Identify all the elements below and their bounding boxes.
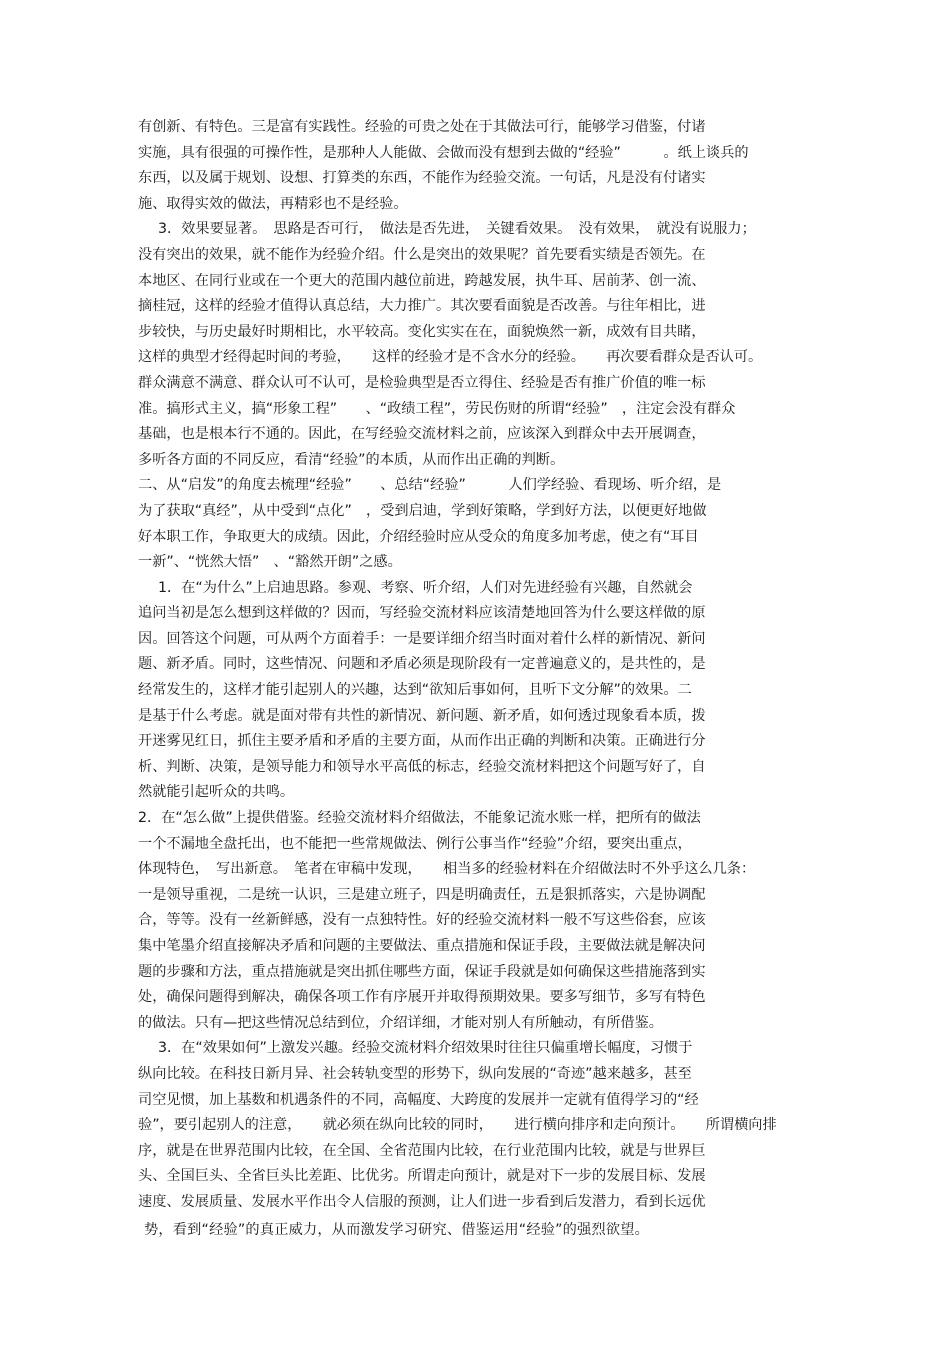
text-line: 有创新、有特色。三是富有实践性。经验的可贵之处在于其做法可行，能够学习借鉴，付诸 — [138, 119, 706, 135]
text-line: 摘桂冠，这样的经验才值得认真总结，大力推广。其次要看面貌是否改善。与往年相比，进 — [138, 298, 706, 315]
text-line: 合，等等。没有一丝新鲜感，没有一点独特性。好的经验交流材料一般不写这些俗套，应该 — [138, 912, 706, 929]
text-line: 因。回答这个问题，可从两个方面着手：一是要详细介绍当时面对着什么样的新情况、新问 — [138, 630, 706, 647]
text-line: 析、判断、决策，是领导能力和领导水平高低的标志，经验交流材料把这个问题写好了，自 — [138, 758, 706, 775]
text-line: 追问当初是怎么想到这样做的？因而，写经验交流材料应该清楚地回答为什么要这样做的原 — [138, 605, 706, 622]
text-line: 1．在“为什么”上启迪思路。参观、考察、听介绍，人们对先进经验有兴趣，自然就会 — [158, 579, 693, 596]
text-line: 东西，以及属于规划、设想、打算类的东西，不能作为经验交流。一句话，凡是没有付诸实 — [138, 170, 706, 187]
text-line: 没有突出的效果，就不能作为经验介绍。什么是突出的效果呢？首先要看实绩是否领先。在 — [138, 246, 706, 263]
text-line: 题、新矛盾。同时，这些情况、问题和矛盾必须是现阶段有一定普遍意义的，是共性的，是 — [138, 656, 706, 673]
text-line: 2．在“怎么做”上提供借鉴。经验交流材料介绍做法，不能象记流水账一样，把所有的做法 — [138, 810, 701, 827]
text-line: 然就能引起听众的共鸣。 — [138, 784, 295, 801]
text-line: 题的步骤和方法，重点措施就是突出抓住哪些方面，保证手段就是如何确保这些措施落到实 — [138, 963, 706, 980]
text-line: 速度、发展质量、发展水平作出令人信服的预测，让人们进一步看到后发潜力，看到长远优 — [138, 1193, 706, 1210]
text-line-final: 势，看到“经验”的真正威力，从而激发学习研究、借鉴运用“经验”的强烈欲望。 — [144, 1221, 649, 1238]
text-line: 经常发生的，这样才能引起别人的兴趣，达到“欲知后事如何，且听下文分解”的效果。二 — [138, 682, 692, 699]
text-line: 基础，也是根本行不通的。因此，在写经验交流材料之前，应该深入到群众中去开展调查， — [138, 426, 706, 443]
text-line: 步较快，与历史最好时期相比，水平较高。变化实实在在，面貌焕然一新，成效有目共睹， — [138, 323, 706, 340]
document-body — [138, 115, 810, 1243]
text-line: 验”，要引起别人的注意， 就必须在纵向比较的同时， 进行横向排序和走向预计。 所谓横向排 — [138, 1117, 777, 1134]
text-line: 司空见惯，加上基数和机遇条件的不同，高幅度、大跨度的发展并一定就有值得学习的“经 — [138, 1091, 699, 1108]
text-line: 集中笔墨介绍直接解决矛盾和问题的主要做法、重点措施和保证手段，主要做法就是解决问 — [138, 938, 706, 954]
text-line: 3．效果要显著。 思路是否可行， 做法是否先进， 关键看效果。 没有效果， 就没有说服力； — [158, 221, 756, 238]
text-line: 施、取得实效的做法，再精彩也不是经验。 — [138, 195, 408, 212]
text-line: 纵向比较。在科技日新月异、社会转轨变型的形势下，纵向发展的“奇迹”越来越多，甚至 — [138, 1065, 692, 1082]
text-line: 3．在“效果如何”上激发兴趣。经验交流材料介绍效果时往往只偏重增长幅度，习惯于 — [158, 1040, 693, 1057]
text-line: 准。搞形式主义，搞“形象工程” 、“政绩工程”，劳民伤财的所谓“经验” ，注定会没有群众 — [138, 400, 736, 417]
text-line: 为了获取“真经”，从中受到“点化” ，受到启迪，学到好策略，学到好方法，以便更好地做 — [138, 502, 707, 519]
text-line: 本地区、在同行业或在一个更大的范围内越位前进，跨越发展，执牛耳、居前茅、创一流、 — [138, 272, 706, 289]
text-line: 实施，具有很强的可操作性，是那种人人能做、会做而没有想到去做的“经验” 。纸上谈兵的 — [138, 144, 749, 161]
text-line: 好本职工作，争取更大的成绩。因此，介绍经验时应从受众的角度多加考虑，使之有“耳目 — [138, 528, 699, 545]
text-line: 二、从“启发”的角度去梳理“经验” 、总结“经验” 人们学经验、看现场、听介绍，是 — [138, 477, 722, 494]
text-line: 头、全国巨头、全省巨头比差距、比优劣。所谓走向预计，就是对下一步的发展目标、发展 — [138, 1168, 706, 1185]
text-line: 处，确保问题得到解决，确保各项工作有序展开并取得预期效果。要多写细节，多写有特色 — [138, 989, 706, 1006]
text-line: 这样的典型才经得起时间的考验， 这样的经验才是不含水分的经验。 再次要看群众是否认可。 — [138, 349, 763, 366]
text-line: 开迷雾见红日，抓住主要矛盾和矛盾的主要方面，从而作出正确的判断和决策。正确进行分 — [138, 733, 706, 750]
text-line: 序，就是在世界范围内比较，在全国、全省范围内比较，在行业范围内比较，就是与世界巨 — [138, 1142, 706, 1159]
text-line: 的做法。只有—把这些情况总结到位，介绍详细，才能对别人有所触动，有所借鉴。 — [138, 1014, 663, 1031]
text-line: 一是领导重视，二是统一认识，三是建立班子，四是明确责任，五是狠抓落实，六是协调配 — [138, 886, 706, 903]
text-line: 体现特色， 写出新意。 笔者在审稿中发现， 相当多的经验材料在介绍做法时不外乎这么几条： — [138, 861, 756, 878]
text-line: 一新”、“恍然大悟” 、“豁然开朗”之感。 — [138, 554, 402, 571]
text-line: 是基于什么考虑。就是面对带有共性的新情况、新问题、新矛盾，如何透过现象看本质，拨 — [138, 707, 706, 724]
text-line: 群众满意不满意、群众认可不认可，是检验典型是否立得住、经验是否有推广价值的唯一标 — [138, 374, 706, 391]
text-line: 一个不漏地全盘托出，也不能把一些常规做法、例行公事当作“经验”介绍，要突出重点， — [138, 835, 692, 852]
text-line: 多听各方面的不同反应，看清“经验”的本质，从而作出正确的判断。 — [138, 451, 565, 468]
